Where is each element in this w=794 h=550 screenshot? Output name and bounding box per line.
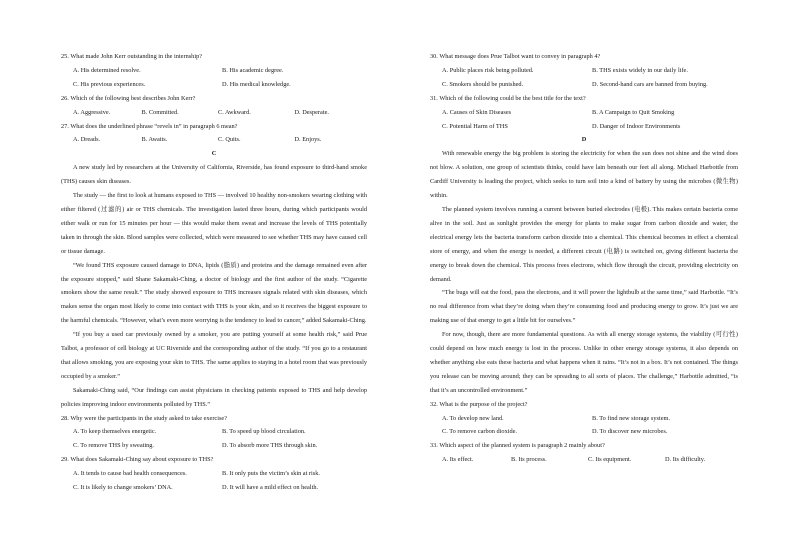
passage-paragraph: A new study led by researchers at the University of California, Riverside, has found exposure to third-hand smoke (THS) causes skin diseases. [61,164,367,186]
option-a: A. It tends to cause bad health consequences. [73,470,187,478]
option-d: D. Danger of Indoor Environments [592,122,681,130]
question-stem: 33. Which aspect of the planned system is paragraph 2 mainly about? [430,442,605,450]
passage-paragraph: “The bugs will eat the food, pass the electrons, and it will power the lightbulb at the same time,” said Harbottle. “It’s no real difference from what they’re doing when they’re consuming food and producing energy to grow. It’s just we are making use of that energy to get a little bit for ourselves.” [430,289,738,325]
option-d: D. To absorb more THS through skin. [222,442,318,450]
option-b: B. THS exists widely in our daily life. [592,66,688,74]
option-a: A. Public places risk being polluted. [442,66,534,74]
question-31 [430,92,738,134]
options-row [430,453,738,467]
option-c: C. Its equipment. [588,456,632,464]
option-b: B. Its process. [511,456,547,464]
option-b: B. A Campaign to Quit Smoking [592,108,675,116]
question-32 [430,398,738,440]
option-d: D. His medical knowledge. [222,80,291,88]
options-row [430,64,738,78]
option-d: D. Its difficulty. [665,456,706,464]
option-c: C. His previous experiences. [73,80,146,88]
passage-paragraph: “We found THS exposure caused damage to DNA, lipids (脂质) and proteins and the damage remained even after the exposure stopped,” said Shane Sakamaki-Ching, a doctor of biology and the first author of the study. “Cigarette smokers show the same result.” The study showed exposure to THS increases signals related with skin diseases, which makes sense the organ most likely to come into contact with THS is your skin, and so it receives the biggest exposure to the harmful chemicals. “However, what’s even more worrying is the tendency to lead to cancer,” added Sakamaki-Ching. [61,261,367,325]
option-d: D. To discover new microbes. [592,428,668,436]
options-row [61,106,367,120]
question-26 [61,92,367,120]
options-row [61,439,367,453]
option-a: A. To keep themselves energetic. [73,428,157,436]
section-heading-d: D [581,136,587,144]
question-28 [61,412,367,454]
options-row [430,425,738,439]
options-row [430,120,738,134]
option-a: A. Its effect. [442,456,474,464]
option-b: B. His academic degree. [222,66,284,74]
options-row [430,412,738,426]
option-d: D. Enjoys. [294,136,322,144]
question-stem: 31. Which of the following could be the best title for the text? [430,94,586,102]
options-row [61,467,367,481]
question-33 [430,439,738,467]
options-row [430,78,738,92]
options-row [61,425,367,439]
question-stem: 25. What made John Kerr outstanding in the internship? [61,53,203,60]
option-b: B. Awaits. [141,136,168,144]
passage-d [430,147,738,397]
right-column [430,50,738,467]
option-c: C. Smokers should be punished. [442,80,524,88]
left-column [61,50,367,495]
option-a: A. Dreads. [73,136,101,144]
option-c: C. To remove carbon dioxide. [442,428,517,436]
question-stem: 26. Which of the following best describes John Kerr? [61,94,196,102]
option-c: C. Awkward. [218,108,251,116]
option-c: C. Potential Harm of THS [442,122,508,130]
option-a: A. To develop new land. [442,414,504,422]
option-a: A. Causes of Skin Diseases [442,108,512,116]
option-b: B. To speed up blood circulation. [222,428,306,436]
passage-paragraph: With renewable energy the big problem is storing the electricity for when the sun does not shine and the wind does not blow. A solution, one group of scientists thinks, could have lain beneath our feet all along. Michael Harbottle from Cardiff University is leading the project, which seeks to turn soil into a kind of battery by using the microbes (微生物) within. [430,150,738,200]
option-b: B. Committed. [141,108,179,116]
option-d: D. Second-hand cars are banned from buying. [592,80,708,88]
question-stem: 30. What message does Prue Talbot want to convey in paragraph 4? [430,53,601,60]
passage-paragraph: For now, though, there are more fundamental questions. As with all energy storage systems, the viability (可行性) could depend on how much energy is lost in the process. Unlike in other energy storage systems, it also depends on whether anything else eats these bacteria and what happens when it rains. “It’s not in a box. It’s not contained. The things you release can be moving around; they can be spreading to all sorts of places. The challenge,” Harbottle admitted, “is that it’s an uncontrolled environment.” [430,331,738,394]
option-a: A. His determined resolve. [73,66,141,74]
options-row [61,133,367,147]
options-row [61,481,367,495]
question-25 [61,50,367,92]
option-d: D. Desperate. [294,108,329,116]
options-row [61,64,367,78]
option-c: C. To remove THS by sweating. [73,442,155,450]
question-27 [61,120,367,148]
option-a: A. Aggressive. [73,108,111,116]
passage-paragraph: The study — the first to look at humans exposed to THS — involved 10 healthy non-smokers wearing clothing with either filtered (过滤的) air or THS chemicals. The investigation lasted three hours, during which participants would either walk or run for 15 minutes per hour — this would make them sweat and increase the levels of THS potentially taken in through the skin. Blood samples were collected, which were measured to see whether THS may have caused cell or tissue damage. [61,192,367,255]
option-c: C. It is likely to change smokers’ DNA. [73,484,173,492]
passage-c [61,161,367,411]
options-row [430,106,738,120]
question-30 [430,50,738,92]
passage-paragraph: Sakamaki-Ching said, “Our findings can assist physicians in checking patients exposed to THS and help develop policies improving indoor environments polluted by THS.” [61,386,367,408]
question-stem: 32. What is the purpose of the project? [430,400,528,408]
options-row [61,78,367,92]
passage-paragraph: “If you buy a used car previously owned by a smoker, you are putting yourself at some health risk,” said Prue Talbot, a professor of cell biology at UC Riverside and the corresponding author of the study. “If you go to a restaurant that allows smoking, you are exposing your skin to THS. The same applies to staying in a hotel room that was previously occupied by a smoker.” [61,331,367,380]
question-stem: 29. What does Sakamaki-Ching say about exposure to THS? [61,456,214,464]
passage-paragraph: The planned system involves running a current between buried electrodes (电极). This makes certain bacteria come alive in the soil. Just as sunlight provides the energy for plants to make sugar from carbon dioxide and water, the electrical energy lets the bacteria transform carbon dioxide into a chemical. This chemical becomes in effect a chemical store of energy, and when the energy is needed, a different circuit (电路) is switched on, giving different bacteria the energy to break down the chemical. This process frees electrons, which flow through the circuit, providing electricity on demand. [430,205,738,283]
question-29 [61,453,367,495]
option-d: D. It will have a mild effect on health. [222,484,319,492]
question-stem: 28. Why were the participants in the study asked to take exercise? [61,414,227,422]
option-b: B. It only puts the victim’s skin at risk. [222,470,320,478]
option-c: C. Quits. [218,136,241,144]
question-stem: 27. What does the underlined phrase “revels in” in paragraph 6 mean? [61,122,238,130]
option-b: B. To find new storage system. [592,414,670,422]
section-heading-c: C [211,150,217,158]
